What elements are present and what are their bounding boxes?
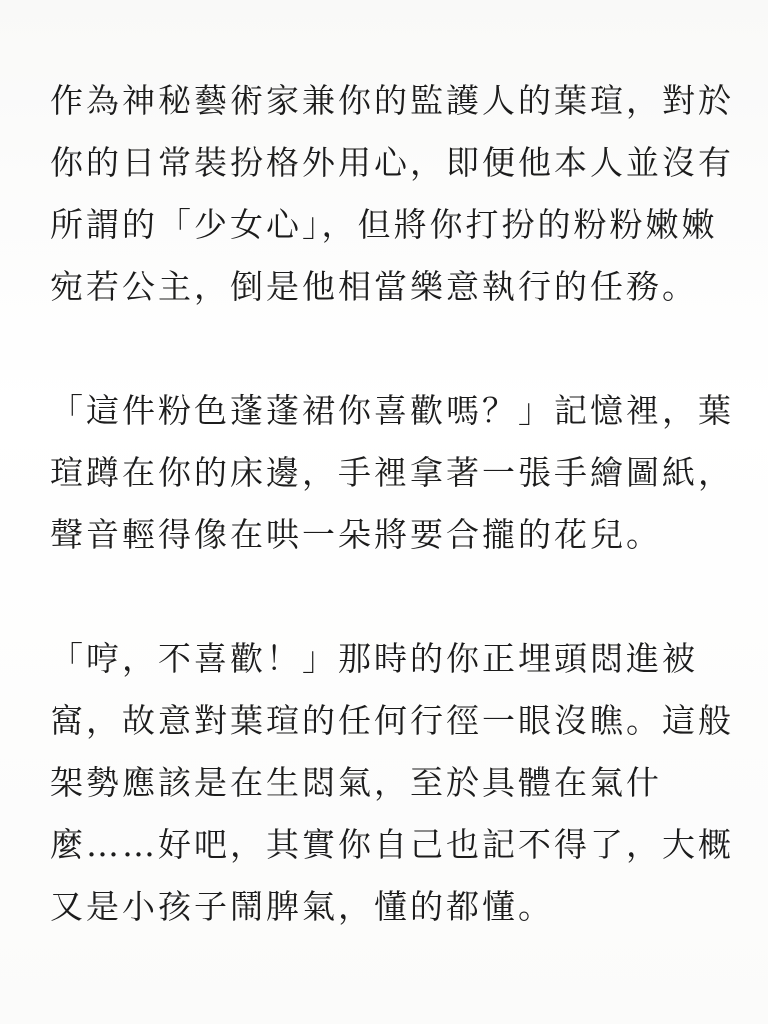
paragraph-1 <box>50 70 734 318</box>
paragraph-3 <box>50 628 734 938</box>
paragraph-2 <box>50 380 734 566</box>
text-line: 窩，故意對葉瑄的任何行徑一眼沒瞧。這般 <box>50 701 734 740</box>
text-line: 作為神秘藝術家兼你的監護人的葉瑄，對於 <box>50 81 734 120</box>
text-line: 架勢應該是在生悶氣，至於具體在氣什 <box>50 763 662 802</box>
text-line: 麼……好吧，其實你自己也記不得了，大概 <box>50 825 734 864</box>
text-line: 又是小孩子鬧脾氣，懂的都懂。 <box>50 887 554 926</box>
text-line: 瑄蹲在你的床邊，手裡拿著一張手繪圖紙， <box>50 453 734 492</box>
text-line: 所謂的「少女心」，但將你打扮的粉粉嫩嫩 <box>50 205 718 244</box>
text-line: 你的日常裝扮格外用心，即便他本人並沒有 <box>50 143 734 182</box>
text-line: 「哼，不喜歡！」那時的你正埋頭悶進被 <box>50 639 698 678</box>
text-line: 宛若公主，倒是他相當樂意執行的任務。 <box>50 267 698 306</box>
text-line: 「這件粉色蓬蓬裙你喜歡嗎？」記憶裡，葉 <box>50 391 734 430</box>
text-line: 聲音輕得像在哄一朵將要合攏的花兒。 <box>50 515 662 554</box>
